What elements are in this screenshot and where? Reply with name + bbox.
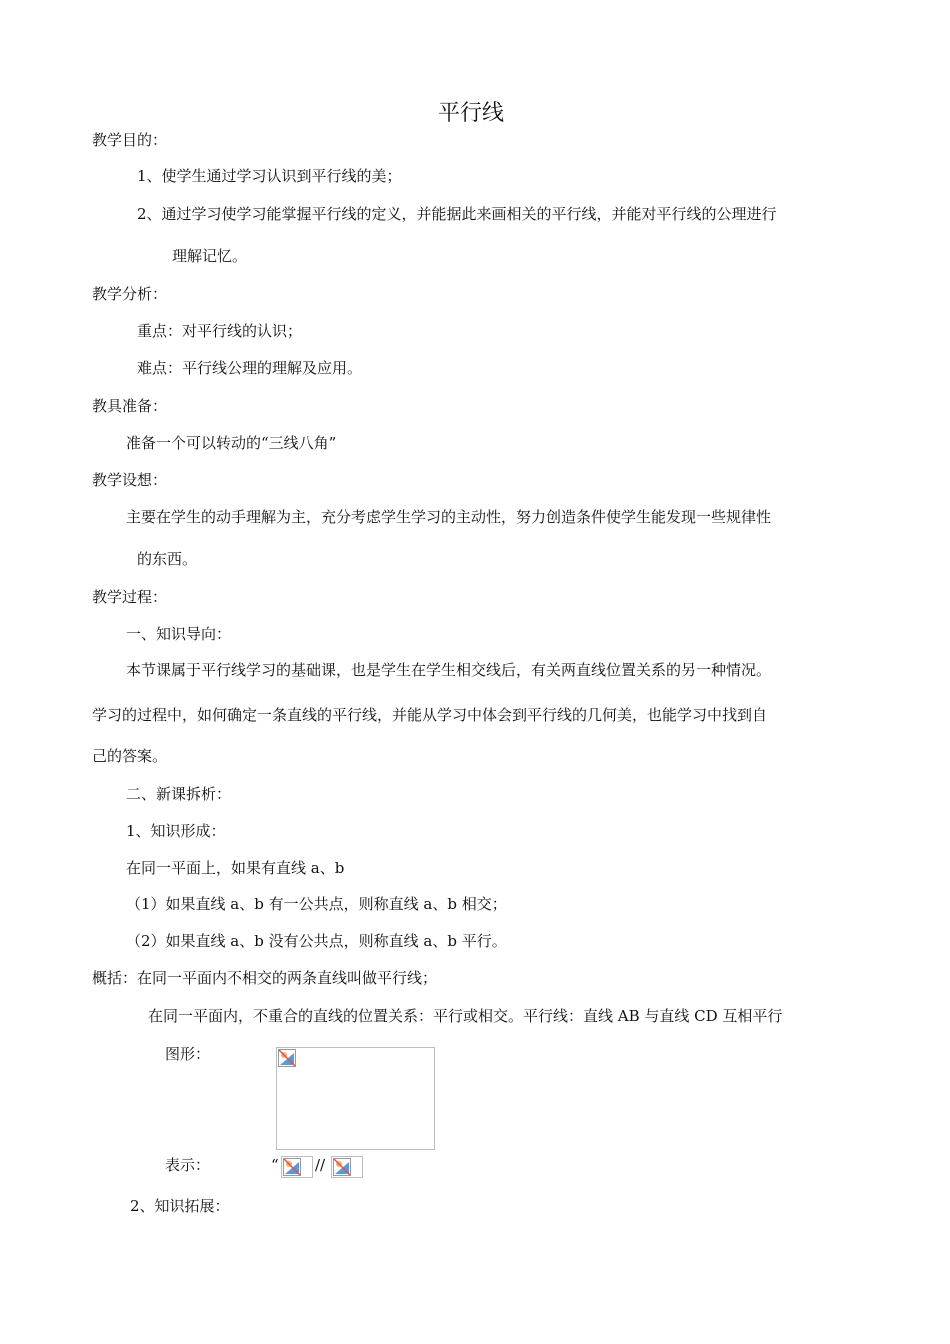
part-1-paragraph-cont: 学习的过程中，如何确定一条直线的平行线，并能从学习中体会到平行线的几何美，也能学习中找到自 xyxy=(92,706,768,724)
objectives-heading: 教学目的： xyxy=(92,131,168,149)
notation-image-1-frame xyxy=(281,1156,313,1178)
summary: 概括：在同一平面内不相交的两条直线叫做平行线； xyxy=(92,969,438,987)
notation-image-2-frame xyxy=(331,1156,363,1178)
design-text-cont: 的东西。 xyxy=(137,550,198,568)
objective-item-2: 2、通过学习使学习能掌握平行线的定义，并能据此来画相关的平行线，并能对平行线的公理进行 xyxy=(137,205,777,223)
knowledge-formation: 1、知识形成： xyxy=(126,822,226,840)
plane-statement: 在同一平面上，如果有直线 a、b xyxy=(126,859,345,877)
part-1-paragraph: 本节课属于平行线学习的基础课，也是学生在学生相交线后，有关两直线位置关系的另一种情况。 xyxy=(126,661,772,679)
design-heading: 教学设想： xyxy=(92,471,168,489)
analysis-heading: 教学分析： xyxy=(92,285,168,303)
analysis-key-point: 重点：对平行线的认识； xyxy=(137,322,303,340)
relation-text: 在同一平面内，不重合的直线的位置关系：平行或相交。平行线：直线 AB 与直线 CD 互相平行 xyxy=(148,1007,783,1025)
broken-image-icon xyxy=(283,1158,301,1176)
page-title: 平行线 xyxy=(438,101,505,126)
case-2: （2）如果直线 a、b 没有公共点，则称直线 a、b 平行。 xyxy=(126,932,507,950)
broken-image-icon xyxy=(333,1158,351,1176)
objective-item-2-cont: 理解记忆。 xyxy=(172,247,248,265)
case-1: （1）如果直线 a、b 有一公共点，则称直线 a、b 相交； xyxy=(126,895,507,913)
knowledge-extension: 2、知识拓展： xyxy=(130,1197,230,1215)
materials-text: 准备一个可以转动的“三线八角” xyxy=(126,434,337,452)
broken-image-icon xyxy=(278,1049,296,1067)
analysis-difficulty: 难点：平行线公理的理解及应用。 xyxy=(137,359,363,377)
part-2-heading: 二、新课拆析： xyxy=(126,785,232,803)
process-heading: 教学过程： xyxy=(92,588,168,606)
objective-item-1: 1、使学生通过学习认识到平行线的美； xyxy=(137,167,402,185)
figure-image-frame xyxy=(276,1047,435,1150)
parallel-sign: // xyxy=(315,1156,326,1174)
design-text: 主要在学生的动手理解为主，充分考虑学生学习的主动性，努力创造条件使学生能发现一些规律性 xyxy=(126,508,772,526)
part-1-heading: 一、知识导向： xyxy=(126,625,232,643)
notation-label: 表示： xyxy=(165,1156,211,1174)
materials-heading: 教具准备： xyxy=(92,397,168,415)
notation-quote: “ xyxy=(271,1156,279,1174)
figure-label: 图形： xyxy=(165,1045,211,1063)
part-1-paragraph-end: 己的答案。 xyxy=(92,747,168,765)
